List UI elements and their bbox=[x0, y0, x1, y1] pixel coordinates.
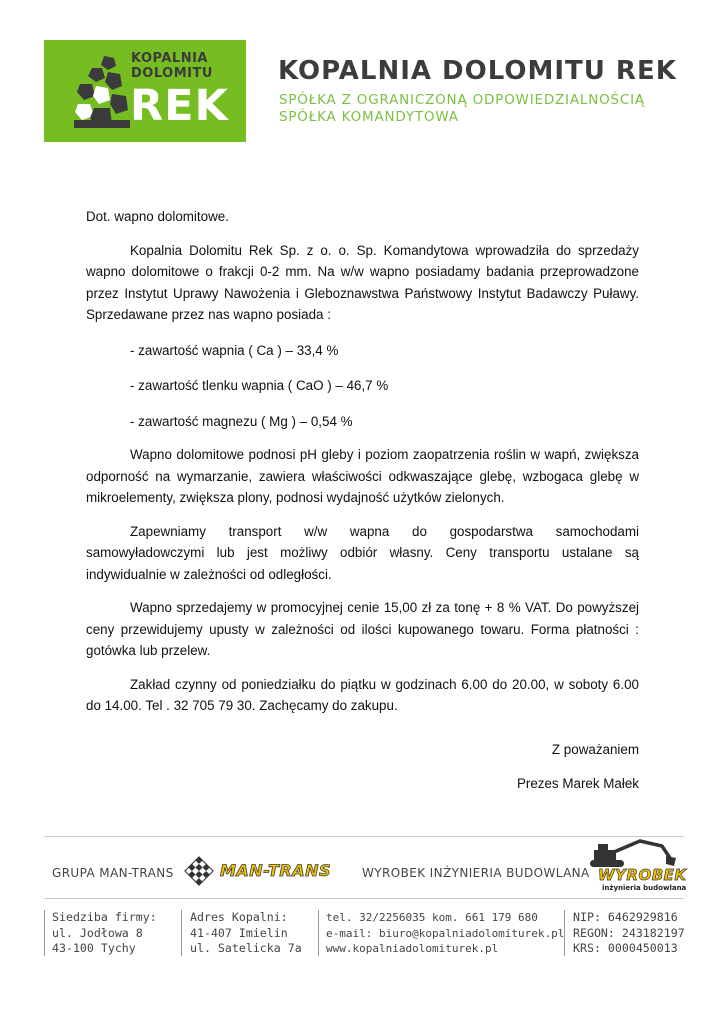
rock-pile-icon bbox=[74, 54, 130, 128]
letter-paragraph-transport: Zapewniamy transport w/w wapna do gospodarstwa samochodami samowyładowczymi lub jest możliwy odbiór własny. Ceny transportu ustalane są indywidualnie w zależności od odległości. bbox=[86, 523, 639, 582]
info-line: ul. Jodłowa 8 bbox=[52, 925, 143, 940]
info-line: ul. Satelicka 7a bbox=[190, 941, 302, 955]
column-divider bbox=[318, 910, 319, 956]
info-line: e-mail: biuro@kopalniadolomiturek.pl bbox=[326, 926, 565, 940]
info-line: Adres Kopalni: bbox=[190, 910, 288, 924]
footer-bottom-divider bbox=[44, 898, 684, 899]
company-name: KOPALNIA DOLOMITU REK bbox=[278, 56, 677, 86]
info-line: Siedziba firmy: bbox=[52, 910, 157, 924]
checker-flag-icon bbox=[184, 856, 214, 886]
footer-top-divider bbox=[44, 836, 684, 837]
wyrobek-logo: WYROBEK bbox=[598, 866, 687, 884]
list-item: - zawartość tlenku wapnia ( CaO ) – 46,7 % bbox=[130, 378, 389, 393]
info-line: 41-407 Imielin bbox=[190, 925, 288, 940]
letter-paragraph-intro: Kopalnia Dolomitu Rek Sp. z o. o. Sp. Komandytowa wprowadziła do sprzedaży wapno dolomitowe o frakcji 0-2 mm. Na w/w wapno posiadamy badania przeprowadzone przez Instytut Uprawy Nawożenia i Gleboznawstwa Państwowy Instytut Badawczy Puławy. Sprzedawane przez nas wapno posiada : bbox=[86, 242, 639, 322]
info-line: NIP: 6462929816 bbox=[573, 910, 678, 924]
footer-contact bbox=[326, 910, 564, 957]
info-line: REGON: 243182197 bbox=[573, 925, 685, 940]
logo-text-rek: REK bbox=[130, 81, 229, 131]
group-label: GRUPA MAN-TRANS bbox=[52, 866, 174, 880]
letter-signature: Prezes Marek Małek bbox=[516, 776, 639, 791]
letter-paragraph-hours: Zakład czynny od poniedziałku do piątku w godzinach 6.00 do 20.00, w soboty 6.00 do 14.00. Tel . 32 705 79 30. Zachęcamy do zakupu. bbox=[86, 676, 639, 713]
logo-text-kopalnia: KOPALNIA bbox=[131, 51, 208, 66]
info-line: www.kopalniadolomiturek.pl bbox=[326, 942, 499, 955]
wyrobek-label: WYROBEK INŻYNIERIA BUDOWLANA bbox=[362, 866, 590, 880]
letter-closing: Z poważaniem bbox=[551, 742, 639, 757]
footer-seat-address bbox=[52, 910, 157, 957]
letter-subject: Dot. wapno dolomitowe. bbox=[86, 209, 229, 224]
wyrobek-logo-subtitle: inżynieria budowlana bbox=[602, 884, 687, 892]
company-logo bbox=[44, 40, 246, 142]
list-item: - zawartość wapnia ( Ca ) – 33,4 % bbox=[130, 342, 339, 358]
info-line: tel. 32/2256035 kom. 661 179 680 bbox=[326, 911, 538, 924]
info-line: KRS: 0000450013 bbox=[573, 941, 678, 955]
info-line: 43-100 Tychy bbox=[52, 941, 136, 955]
column-divider bbox=[181, 910, 182, 956]
footer-registry bbox=[573, 910, 685, 957]
list-item: - zawartość magnezu ( Mg ) – 0,54 % bbox=[130, 413, 353, 429]
column-divider bbox=[564, 910, 565, 956]
letter-paragraph-price: Wapno sprzedajemy w promocyjnej cenie 15,00 zł za tonę + 8 % VAT. Do powyższej ceny przewidujemy upusty w zależności od ilości kupowanego towaru. Forma płatności : gotówka lub przelew. bbox=[86, 600, 639, 658]
column-divider bbox=[44, 910, 45, 956]
letter-paragraph-benefits: Wapno dolomitowe podnosi pH gleby i poziom zaopatrzenia roślin w wapń, zwiększa odporność na wymarzanie, zawiera właściwości odkwaszające glebę, wzbogaca glebę w mikroelementy, zwiększa plony, podnosi wydajność użytków zielonych. bbox=[86, 447, 639, 505]
logo-text-dolomitu: DOLOMITU bbox=[131, 66, 213, 81]
letter-body bbox=[86, 206, 639, 717]
company-legal-type: SPÓŁKA KOMANDYTOWA bbox=[279, 109, 459, 125]
mantrans-logo: MAN-TRANS bbox=[220, 861, 332, 880]
company-legal-form: SPÓŁKA Z OGRANICZONĄ ODPOWIEDZIALNOŚCIĄ bbox=[279, 92, 645, 108]
footer-mine-address bbox=[190, 910, 302, 957]
